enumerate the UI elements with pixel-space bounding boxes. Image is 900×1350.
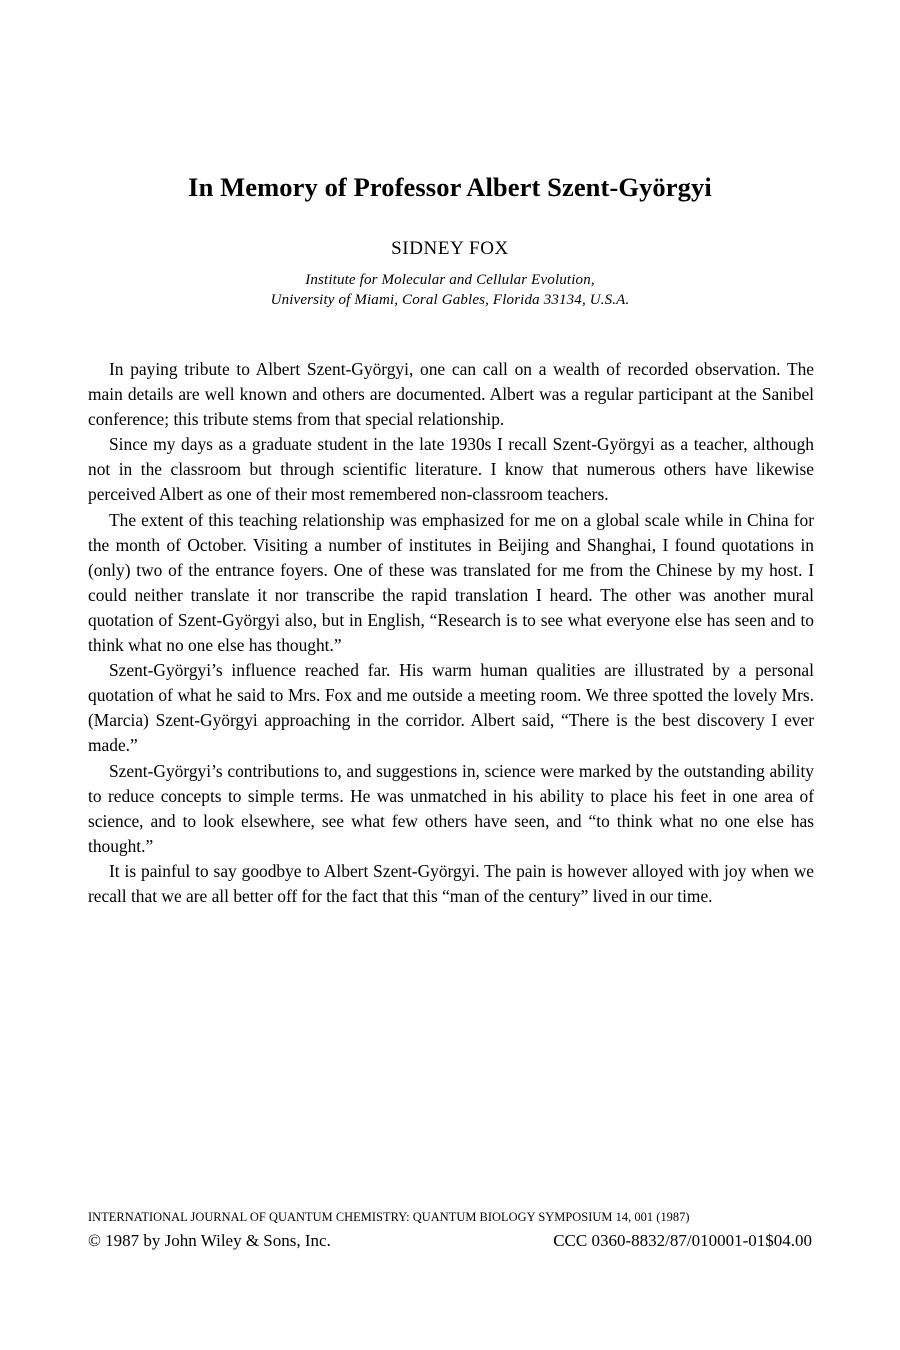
footer-bottom-row [88,1227,814,1252]
page-title: In Memory of Professor Albert Szent-Györgyi [188,172,712,202]
affiliation-line-2: University of Miami, Coral Gables, Florida 33134, U.S.A. [270,292,630,309]
journal-citation-line: INTERNATIONAL JOURNAL OF QUANTUM CHEMISTRY: QUANTUM BIOLOGY SYMPOSIUM 14, 001 (1987) [88,1210,690,1224]
author-affiliation [88,261,812,311]
affiliation-line-1: Institute for Molecular and Cellular Evolution, [305,272,595,289]
body-paragraph: Szent-Györgyi’s influence reached far. His warm human qualities are illustrated by a personal quotation of what he said to Mrs. Fox and me outside a meeting room. We three spotted the lovely Mrs. (Marcia) Szent-Györgyi approaching in the corridor. Albert said, “There is the best discovery I ever made.” [88,660,814,756]
body-paragraph: In paying tribute to Albert Szent-Györgyi, one can call on a wealth of recorded observation. The main details are well known and others are documented. Albert was a regular participant at the Sanibel conference; this tribute stems from that special relationship. [88,359,814,430]
page-footer [88,1209,814,1252]
title-block [88,172,812,311]
body-paragraph: It is painful to say goodbye to Albert Szent-Györgyi. The pain is however alloyed with joy when we recall that we are all better off for the fact that this “man of the century” lived in our time. [88,860,814,906]
body-paragraph: Szent-Györgyi’s contributions to, and suggestions in, science were marked by the outstanding ability to reduce concepts to simple terms. He was unmatched in his ability to place his feet in one area of science, and to look elsewhere, see what few others have seen, and “to think what no one else has thought.” [88,760,814,856]
body-paragraph: The extent of this teaching relationship was emphasized for me on a global scale while in China for the month of October. Visiting a number of institutes in Beijing and Shanghai, I found quotations in (only) two of the entrance foyers. One of these was translated for me from the Chinese by my host. I could neither translate it nor transcribe the rapid translation I heard. The other was another mural quotation of Szent-Györgyi also, but in English, “Research is to see what everyone else has seen and to think what no one else has thought.” [88,509,814,656]
author-name: SIDNEY FOX [391,238,509,260]
body-paragraph: Since my days as a graduate student in the late 1930s I recall Szent-Györgyi as a teacher, although not in the classroom but through scientific literature. I know that numerous others have likewise perceived Albert as one of their most remembered non-classroom teachers. [88,434,814,505]
article-body [88,357,814,909]
ccc-code: CCC 0360-8832/87/010001-01$04.00 [553,1230,812,1250]
copyright-notice: © 1987 by John Wiley & Sons, Inc. [88,1230,331,1250]
